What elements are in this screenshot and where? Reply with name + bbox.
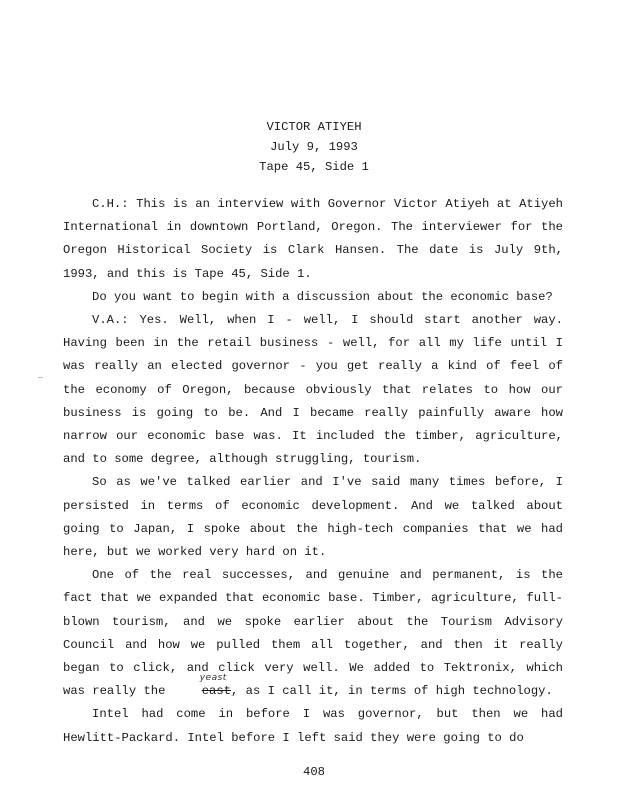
paragraph-answer-3-end: , as I call it, in terms of high technology.	[231, 684, 553, 699]
handwritten-insert: yeast	[199, 673, 227, 684]
paragraph-answer-1: V.A.: Yes. Well, when I - well, I should start another way. Having been in the retail business - well, for all my life until I was really an elected governor - you get really a kind of feel of the economy of Oregon, because obviously that relates to how our business is going to be. And I became really painfully aware how narrow our economic base was. It included the timber, agriculture, and to some degree, although struggling, tourism.	[63, 313, 563, 467]
handwritten-correction	[173, 673, 231, 703]
transcript-body	[63, 193, 563, 750]
paragraph-answer-3-text: One of the real successes, and genuine and permanent, is the fact that we expanded that economic base. Timber, agriculture, full-blown tourism, and we spoke earlier about the Tourism Advisory Council and how we pulled them all together, and then it really began to click, and click very well. We added to Tektronix, which was really the	[63, 568, 563, 699]
interview-date: July 9, 1993	[270, 140, 358, 154]
struck-word: east	[201, 684, 231, 699]
paragraph-intro: C.H.: This is an interview with Governor Victor Atiyeh at Atiyeh International in downtown Portland, Oregon. The interviewer for the Oregon Historical Society is Clark Hansen. The date is July 9th, 1993, and this is Tape 45, Side 1.	[63, 197, 563, 281]
page-number: 408	[303, 765, 325, 779]
paragraph-answer-2: So as we've talked earlier and I've said many times before, I persisted in terms of economic development. And we talked about going to Japan, I spoke about the high-tech companies that we had here, but we worked very hard on it.	[63, 475, 563, 560]
interviewee-name: VICTOR ATIYEH	[266, 120, 362, 134]
paragraph-answer-3	[63, 564, 563, 703]
paragraph-answer-4: Intel had come in before I was governor, but then we had Hewlitt-Packard. Intel before I left said they were going to do	[63, 707, 563, 745]
tape-label: Tape 45, Side 1	[259, 160, 369, 174]
margin-mark	[38, 377, 43, 378]
paragraph-question: Do you want to begin with a discussion about the economic base?	[92, 289, 553, 304]
